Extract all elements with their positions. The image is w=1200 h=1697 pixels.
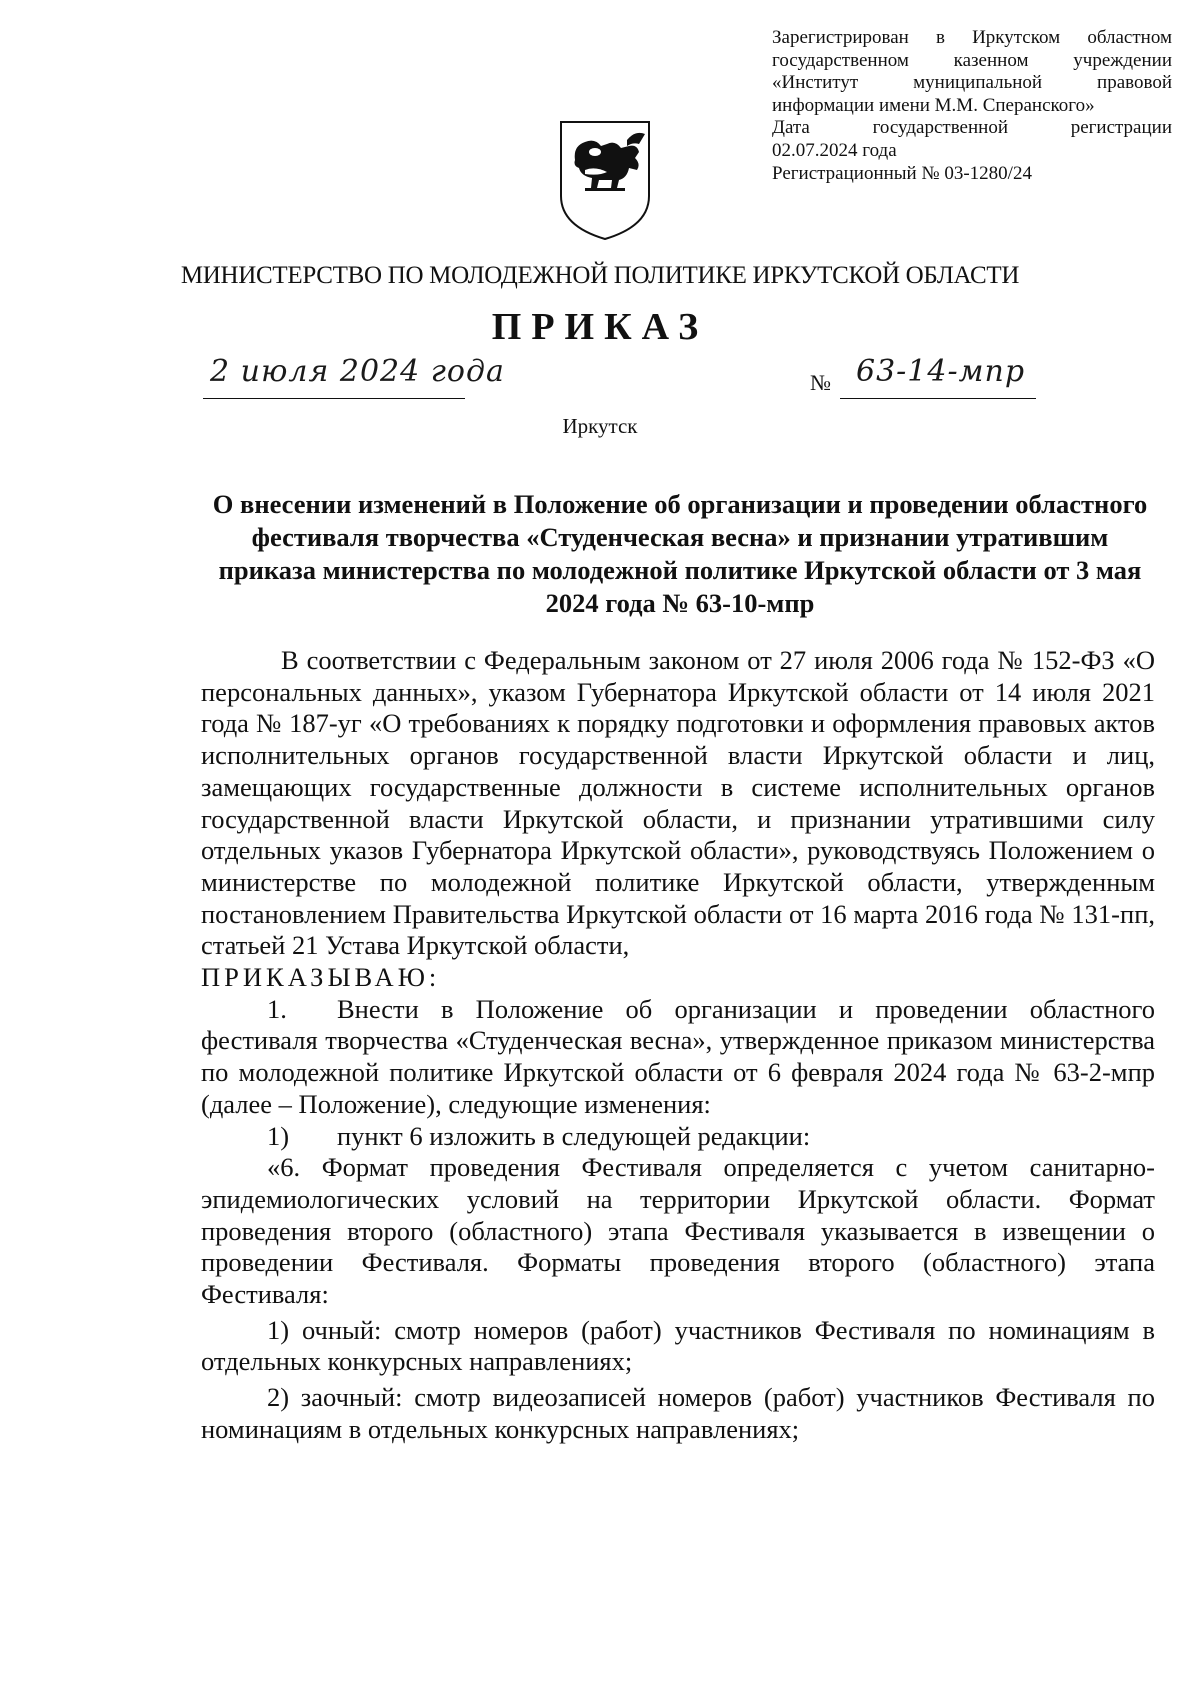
subitem-1-number: 1) <box>267 1120 290 1151</box>
item-1-paragraph <box>201 994 1155 1121</box>
registration-date: 02.07.2024 года <box>772 139 897 161</box>
subitem-1-text: пункт 6 изложить в следующей редакции: <box>337 1120 811 1151</box>
registration-number: Регистрационный № 03-1280/24 <box>772 162 1032 184</box>
registration-line: Дата государственной регистрации <box>772 117 1172 139</box>
coat-of-arms-icon <box>555 118 655 243</box>
registration-line: информации имени М.М. Сперанского» <box>772 94 1095 116</box>
subitem-1-paragraph <box>201 1121 1155 1153</box>
number-label: № <box>810 370 831 395</box>
registration-line: «Институт муниципальной правовой <box>772 72 1172 94</box>
handwritten-date: 2 июля 2024 года <box>210 354 505 389</box>
registration-line: государственном казенном учреждении <box>772 49 1172 71</box>
registration-line: Зарегистрирован в Иркутском областном <box>772 27 1172 48</box>
format-1-paragraph: 1) очный: смотр номеров (работ) участников Фестиваля по номинациям в отдельных конкурсных направлениях; <box>201 1314 1155 1377</box>
ministry-name: МИНИСТЕРСТВО ПО МОЛОДЕЖНОЙ ПОЛИТИКЕ ИРКУТСКОЙ ОБЛАСТИ <box>180 262 1020 289</box>
quoted-paragraph-6: «6. Формат проведения Фестиваля определяется с учетом санитарно-эпидемиологических условий на территории Иркутской области. Формат проведения второго (областного) этапа Фестиваля указывается в извещении о проведении Фестиваля. Форматы проведения второго (областного) этапа Фестиваля: <box>201 1152 1155 1310</box>
city-name: Иркутск <box>562 414 638 438</box>
document-title: О внесении изменений в Положение об организации и проведении областного фестиваля творчества «Студенческая весна» и признании утратившим приказа министерства по молодежной политике Иркутской области от 3 мая 2024 года № 63-10-мпр <box>212 489 1148 618</box>
order-word: ПРИКАЗЫВАЮ: <box>201 962 441 993</box>
item-1-number: 1. <box>267 993 287 1024</box>
registration-stamp <box>772 27 1172 185</box>
document-type-heading: ПРИКАЗ <box>491 306 709 348</box>
item-1-text: Внести в Положение об организации и проведении областного фестиваля творчества «Студенческая весна», утвержденное приказом министерства по молодежной политике Иркутской области от 6 февраля 2024 года № 63-2-мпр (далее – Положение), следующие изменения: <box>201 993 1155 1119</box>
format-2-paragraph: 2) заочный: смотр видеозаписей номеров (работ) участников Фестиваля по номинациям в отдельных конкурсных направлениях; <box>201 1382 1155 1444</box>
handwritten-number: 63-14-мпр <box>856 354 1026 389</box>
document-body <box>201 645 1155 1446</box>
preamble-paragraph: В соответствии с Федеральным законом от 27 июля 2006 года № 152-ФЗ «О персональных данных», указом Губернатора Иркутской области от 14 июля 2021 года № 187-уг «О требованиях к порядку подготовки и оформления правовых актов исполнительных органов государственной власти Иркутской области и лиц, замещающих государственные должности в системе исполнительных органов государственной власти Иркутской области, и признании утратившими силу отдельных указов Губернатора Иркутской области», руководствуясь Положением о министерстве по молодежной политике Иркутской области, утвержденным постановлением Правительства Иркутской области от 16 марта 2016 года № 131-пп, статьей 21 Устава Иркутской области, <box>201 645 1155 961</box>
